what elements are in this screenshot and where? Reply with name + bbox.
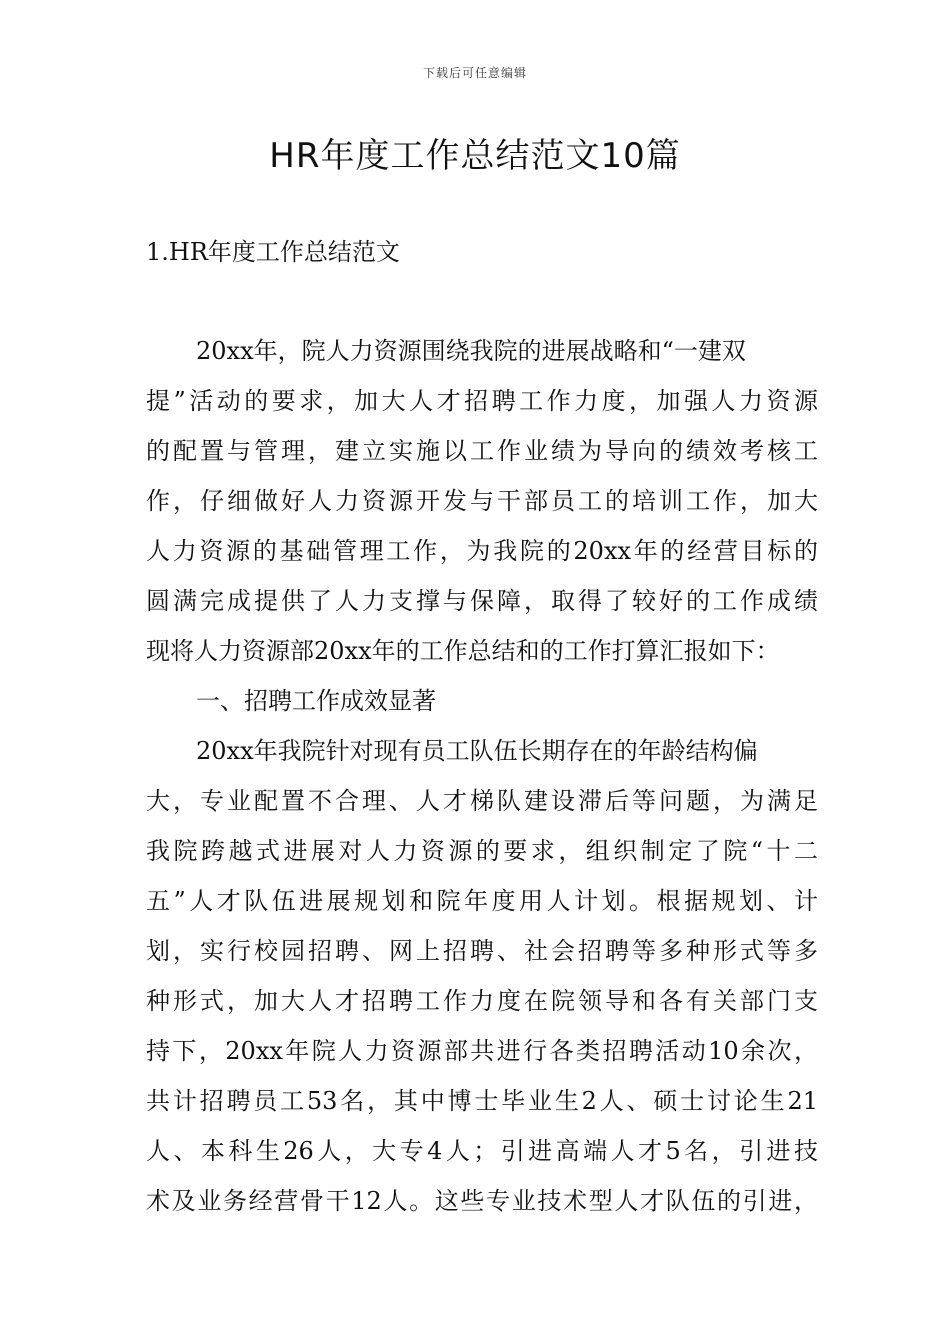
paragraph-line: 作，仔细做好人力资源开发与干部员工的培训工作，加大 [146,487,818,515]
paragraph-line: 20xx年我院针对现有员工队伍长期存在的年龄结构偏 [196,737,758,765]
paragraph-line: 术及业务经营骨干12人。这些专业技术型人才队伍的引进， [146,1187,818,1215]
paragraph-line: 持下，20xx年院人力资源部共进行各类招聘活动10余次， [146,1037,818,1065]
section-heading: 1.HR年度工作总结范文 [146,238,400,266]
paragraph-line: 的配置与管理，建立实施以工作业绩为导向的绩效考核工 [146,437,818,465]
paragraph-line: 20xx年，院人力资源围绕我院的进展战略和“一建双 [196,337,746,365]
paragraph-line: 划，实行校园招聘、网上招聘、社会招聘等多种形式等多 [146,937,818,965]
paragraph-line: 现将人力资源部20xx年的工作总结和的工作打算汇报如下： [146,637,780,665]
paragraph-line: 共计招聘员工53名，其中博士毕业生2人、硕士讨论生21 [146,1087,818,1115]
document-title: HR年度工作总结范文10篇 [269,136,681,176]
paragraph-line: 人力资源的基础管理工作，为我院的20xx年的经营目标的 [146,537,818,565]
paragraph-line: 提”活动的要求，加大人才招聘工作力度，加强人力资源 [146,387,818,415]
header-note: 下载后可任意编辑 [422,66,527,80]
subheading-line: 一、招聘工作成效显著 [196,687,436,715]
paragraph-line: 人、本科生26人，大专4人；引进高端人才5名，引进技 [146,1137,818,1165]
paragraph-line: 大，专业配置不合理、人才梯队建设滞后等问题，为满足 [146,787,818,815]
paragraph-line: 我院跨越式进展对人力资源的要求，组织制定了院“十二 [146,837,818,865]
paragraph-line: 圆满完成提供了人力支撑与保障，取得了较好的工作成绩 [146,587,818,615]
body-text [146,334,818,1234]
paragraph-line: 种形式，加大人才招聘工作力度在院领导和各有关部门支 [146,987,818,1015]
paragraph-line: 五”人才队伍进展规划和院年度用人计划。根据规划、计 [146,887,818,915]
